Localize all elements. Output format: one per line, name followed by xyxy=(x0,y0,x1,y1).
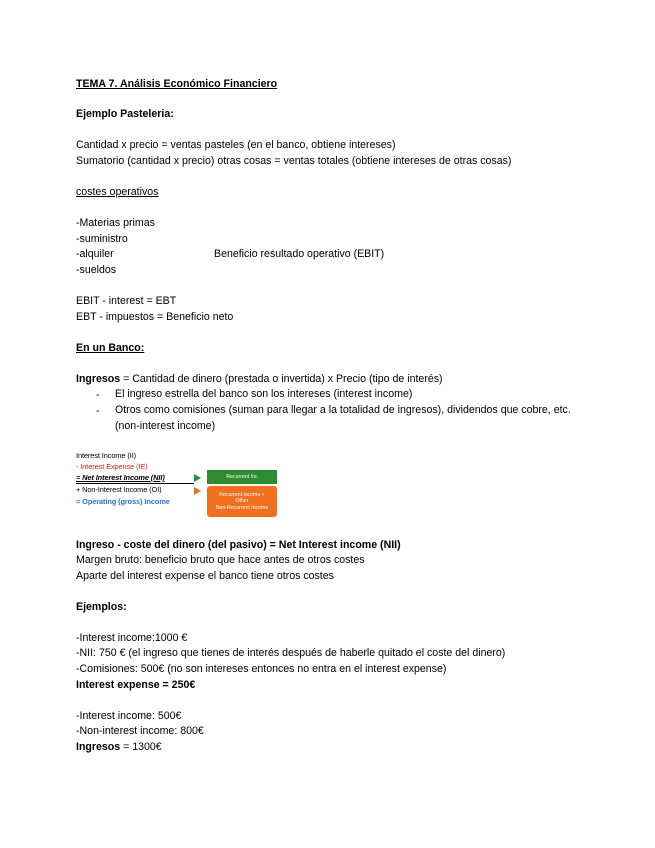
total-sales-line: Sumatorio (cantidad x precio) otras cosas = ventas totales (obtiene intereses de otras cosas) xyxy=(76,155,512,167)
example-heading: Ejemplo Pasteleria: xyxy=(76,108,174,120)
ingresos-label: Ingresos xyxy=(76,373,121,385)
recurrent-income-box xyxy=(207,470,277,484)
margin-line: Margen bruto: beneficio bruto que hace antes de otros costes xyxy=(76,554,365,566)
bullet-dash: - xyxy=(96,405,100,417)
example-line: -Non-interest income: 800€ xyxy=(76,725,204,737)
cost-item: -Materias primas xyxy=(76,217,155,229)
interest-expense-result: Interest expense = 250€ xyxy=(76,679,196,691)
example-line: -Comisiones: 500€ (no son intereses entonces no entra en el interest expense) xyxy=(76,663,447,675)
ingresos-line xyxy=(76,373,443,386)
orange-box-line: Other xyxy=(235,498,249,505)
net-profit-line: EBT - impuestos = Beneficio neto xyxy=(76,311,234,323)
example-line: -NII: 750 € (el ingreso que tienes de interés después de haberle quitado el coste del dinero) xyxy=(76,647,506,659)
ingresos-result xyxy=(76,741,162,754)
bullet-item: El ingreso estrella del banco son los intereses (interest income) xyxy=(115,388,413,400)
sales-line: Cantidad x precio = ventas pasteles (en el banco, obtiene intereses) xyxy=(76,139,396,151)
recurrent-income-label: Recurrent Inc xyxy=(226,473,258,480)
ingresos-definition: = Cantidad de dinero (prestada o invertida) x Precio (tipo de interés) xyxy=(120,373,443,385)
green-arrow-icon xyxy=(194,474,201,482)
cost-item: -sueldos xyxy=(76,264,117,276)
orange-box-line: Non-Recurrent Income xyxy=(215,504,269,511)
bullet-dash: - xyxy=(96,389,100,401)
bank-heading: En un Banco: xyxy=(76,342,145,354)
other-income-box xyxy=(207,486,277,517)
orange-box-line: Recurrent income + xyxy=(219,491,265,498)
diagram-line-interest-income: Interest Income (II) xyxy=(76,451,137,460)
ingresos-result-label: Ingresos xyxy=(76,741,121,753)
income-diagram xyxy=(76,449,286,519)
nii-line: Ingreso - coste del dinero (del pasivo) = Net Interest income (NII) xyxy=(76,539,401,551)
ebt-line: EBIT - interest = EBT xyxy=(76,295,177,307)
example-line: -Interest income: 500€ xyxy=(76,710,182,722)
costs-heading: costes operativos xyxy=(76,186,159,198)
diagram-line-nii: = Net Interest Income (NII) xyxy=(76,473,165,482)
ingresos-result-value: = 1300€ xyxy=(120,741,162,753)
example-line: -Interest income:1000 € xyxy=(76,632,188,644)
cost-item: -alquiler xyxy=(76,248,114,260)
doc-title: TEMA 7. Análisis Económico Financiero xyxy=(76,78,278,90)
diagram-line-interest-expense: - Interest Expense (IE) xyxy=(76,462,148,471)
orange-arrow-icon xyxy=(194,487,201,495)
examples-heading: Ejemplos: xyxy=(76,601,127,613)
diagram-line-non-interest: + Non-Interest Income (OI) xyxy=(76,485,162,494)
apart-line: Aparte del interest expense el banco tiene otros costes xyxy=(76,570,334,582)
diagram-line-operating: = Operating (gross) Income xyxy=(76,497,170,506)
cost-item: -suministro xyxy=(76,233,128,245)
bullet-item: Otros como comisiones (suman para llegar a la totalidad de ingresos), dividendos que cobre, etc. (non-interest income) xyxy=(115,404,571,432)
ebit-label: Beneficio resultado operativo (EBIT) xyxy=(214,248,385,260)
diagram-rule xyxy=(76,483,194,484)
